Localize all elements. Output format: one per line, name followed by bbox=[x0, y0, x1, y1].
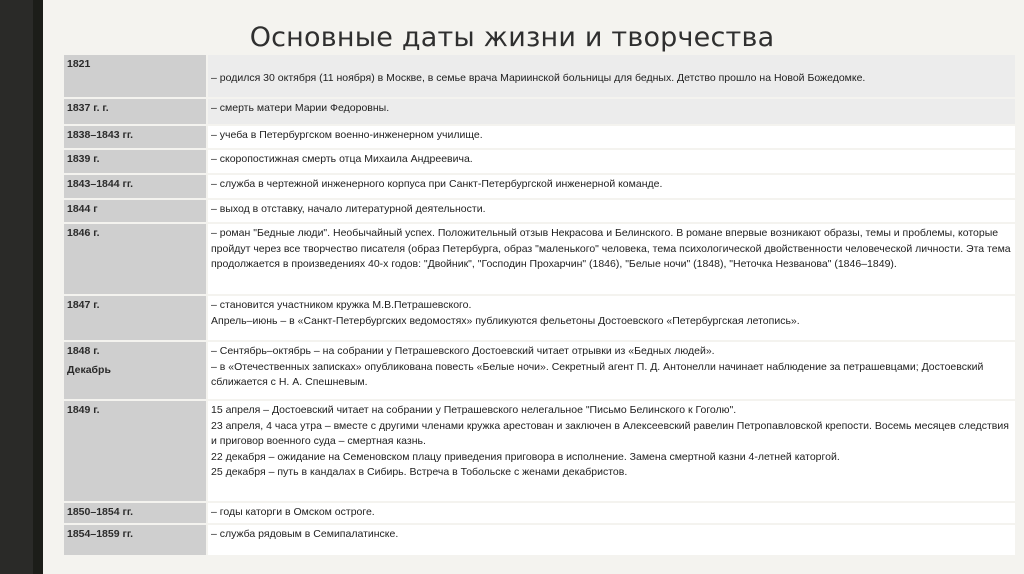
date-cell bbox=[64, 401, 206, 501]
date-cell bbox=[64, 175, 206, 198]
date-cell bbox=[64, 55, 206, 97]
date-cell bbox=[64, 200, 206, 222]
table-row bbox=[64, 55, 1015, 97]
table-row bbox=[64, 126, 1015, 148]
date-cell bbox=[64, 296, 206, 340]
description-cell bbox=[208, 150, 1015, 173]
description-cell bbox=[208, 224, 1015, 294]
description-line: 23 апреля, 4 часа утра – вместе с другими членами кружка арестован и заключен в Алексеевский равелин Петропавловской крепости. Восемь месяцев следствия и приговор военного суда – смертная казнь. bbox=[211, 419, 1009, 447]
description-cell bbox=[208, 525, 1015, 555]
timeline-table bbox=[62, 53, 1017, 557]
description-line: – служба рядовым в Семипалатинске. bbox=[211, 528, 399, 540]
description-line: 15 апреля – Достоевский читает на собрании у Петрашевского нелегальное "Письмо Белинского к Гоголю". bbox=[211, 404, 737, 416]
description-cell bbox=[208, 296, 1015, 340]
description-line: – роман "Бедные люди". Необычайный успех. Положительный отзыв Некрасова и Белинского. В романе впервые возникают образы, темы и проблемы, которые пройдут через все творчество писателя (образ Петербурга, образ "маленького" человека, тема психологической двойственности человеческой личности. Эта тема продолжается в произведениях 40-х годов: "Двойник", "Господин Прохарчин" (1846), "Белые ночи" (1848), "Неточка Незванова" (1846–1849). bbox=[211, 227, 1011, 270]
description-line: – становится участником кружка М.В.Петрашевского. bbox=[211, 299, 472, 311]
table-row bbox=[64, 175, 1015, 198]
description-cell bbox=[208, 99, 1015, 124]
description-cell bbox=[208, 200, 1015, 222]
left-decorative-bar bbox=[0, 0, 43, 574]
date-label: 1846 г. bbox=[67, 227, 100, 239]
date-cell bbox=[64, 150, 206, 173]
left-accent-stripe bbox=[33, 0, 43, 574]
date-cell bbox=[64, 126, 206, 148]
date-label: 1839 г. bbox=[67, 153, 100, 165]
date-label: 1838–1843 гг. bbox=[67, 129, 134, 141]
description-cell bbox=[208, 342, 1015, 399]
date-label: 1847 г. bbox=[67, 299, 100, 311]
description-cell bbox=[208, 401, 1015, 501]
date-cell bbox=[64, 342, 206, 399]
date-label: 1848 г. bbox=[67, 345, 100, 357]
table-row bbox=[64, 99, 1015, 124]
date-cell bbox=[64, 99, 206, 124]
table-row bbox=[64, 503, 1015, 523]
description-cell bbox=[208, 126, 1015, 148]
table-row bbox=[64, 401, 1015, 501]
date-label: 1844 г bbox=[67, 203, 98, 215]
table-row bbox=[64, 150, 1015, 173]
table-row bbox=[64, 200, 1015, 222]
description-line: Апрель–июнь – в «Санкт-Петербургских ведомостях» публикуются фельетоны Достоевского «Петербургская летопись». bbox=[211, 314, 800, 327]
description-line: – в «Отечественных записках» опубликована повесть «Белые ночи». Секретный агент П. Д. Антонелли начинает наблюдение за петрашевцами; Достоевский сближается с Н. А. Спешневым. bbox=[211, 360, 984, 388]
description-line: 22 декабря – ожидание на Семеновском плацу приведения приговора в исполнение. Замена смертной казни 4-летней каторгой. bbox=[211, 450, 840, 463]
description-line: 25 декабря – путь в кандалах в Сибирь. Встреча в Тобольске с женами декабристов. bbox=[211, 466, 628, 478]
date-label: 1843–1844 гг. bbox=[67, 178, 134, 190]
description-line: – Сентябрь–октябрь – на собрании у Петрашевского Достоевский читает отрывки из «Бедных людей». bbox=[211, 345, 715, 357]
description-line: – скоропостижная смерть отца Михаила Андреевича. bbox=[211, 153, 473, 165]
table-row bbox=[64, 525, 1015, 555]
description-line: – учеба в Петербургском военно-инженерном училище. bbox=[211, 129, 483, 141]
date-label: 1837 г. г. bbox=[67, 102, 109, 114]
description-line: – годы каторги в Омском остроге. bbox=[211, 506, 375, 518]
description-line: – выход в отставку, начало литературной деятельности. bbox=[211, 203, 486, 215]
date-cell bbox=[64, 525, 206, 555]
table-row bbox=[64, 342, 1015, 399]
date-cell bbox=[64, 503, 206, 523]
page-title: Основные даты жизни и творчества bbox=[249, 22, 775, 53]
date-cell bbox=[64, 224, 206, 294]
description-cell bbox=[208, 503, 1015, 523]
date-label: 1849 г. bbox=[67, 404, 100, 416]
date-label: 1850–1854 гг. bbox=[67, 506, 134, 518]
description-line: – служба в чертежной инженерного корпуса при Санкт-Петербургской инженерной команде. bbox=[211, 178, 663, 190]
description-line: – родился 30 октября (11 ноября) в Москве, в семье врача Мариинской больницы для бедных. Детство прошло на Новой Божедомке. bbox=[211, 72, 866, 84]
date-label: 1854–1859 гг. bbox=[67, 528, 134, 540]
date-sub-label: Декабрь bbox=[67, 363, 111, 376]
table-row bbox=[64, 224, 1015, 294]
table-row bbox=[64, 296, 1015, 340]
description-cell bbox=[208, 175, 1015, 198]
date-label: 1821 bbox=[67, 58, 91, 70]
description-cell bbox=[208, 55, 1015, 97]
description-line: – смерть матери Марии Федоровны. bbox=[211, 102, 390, 114]
